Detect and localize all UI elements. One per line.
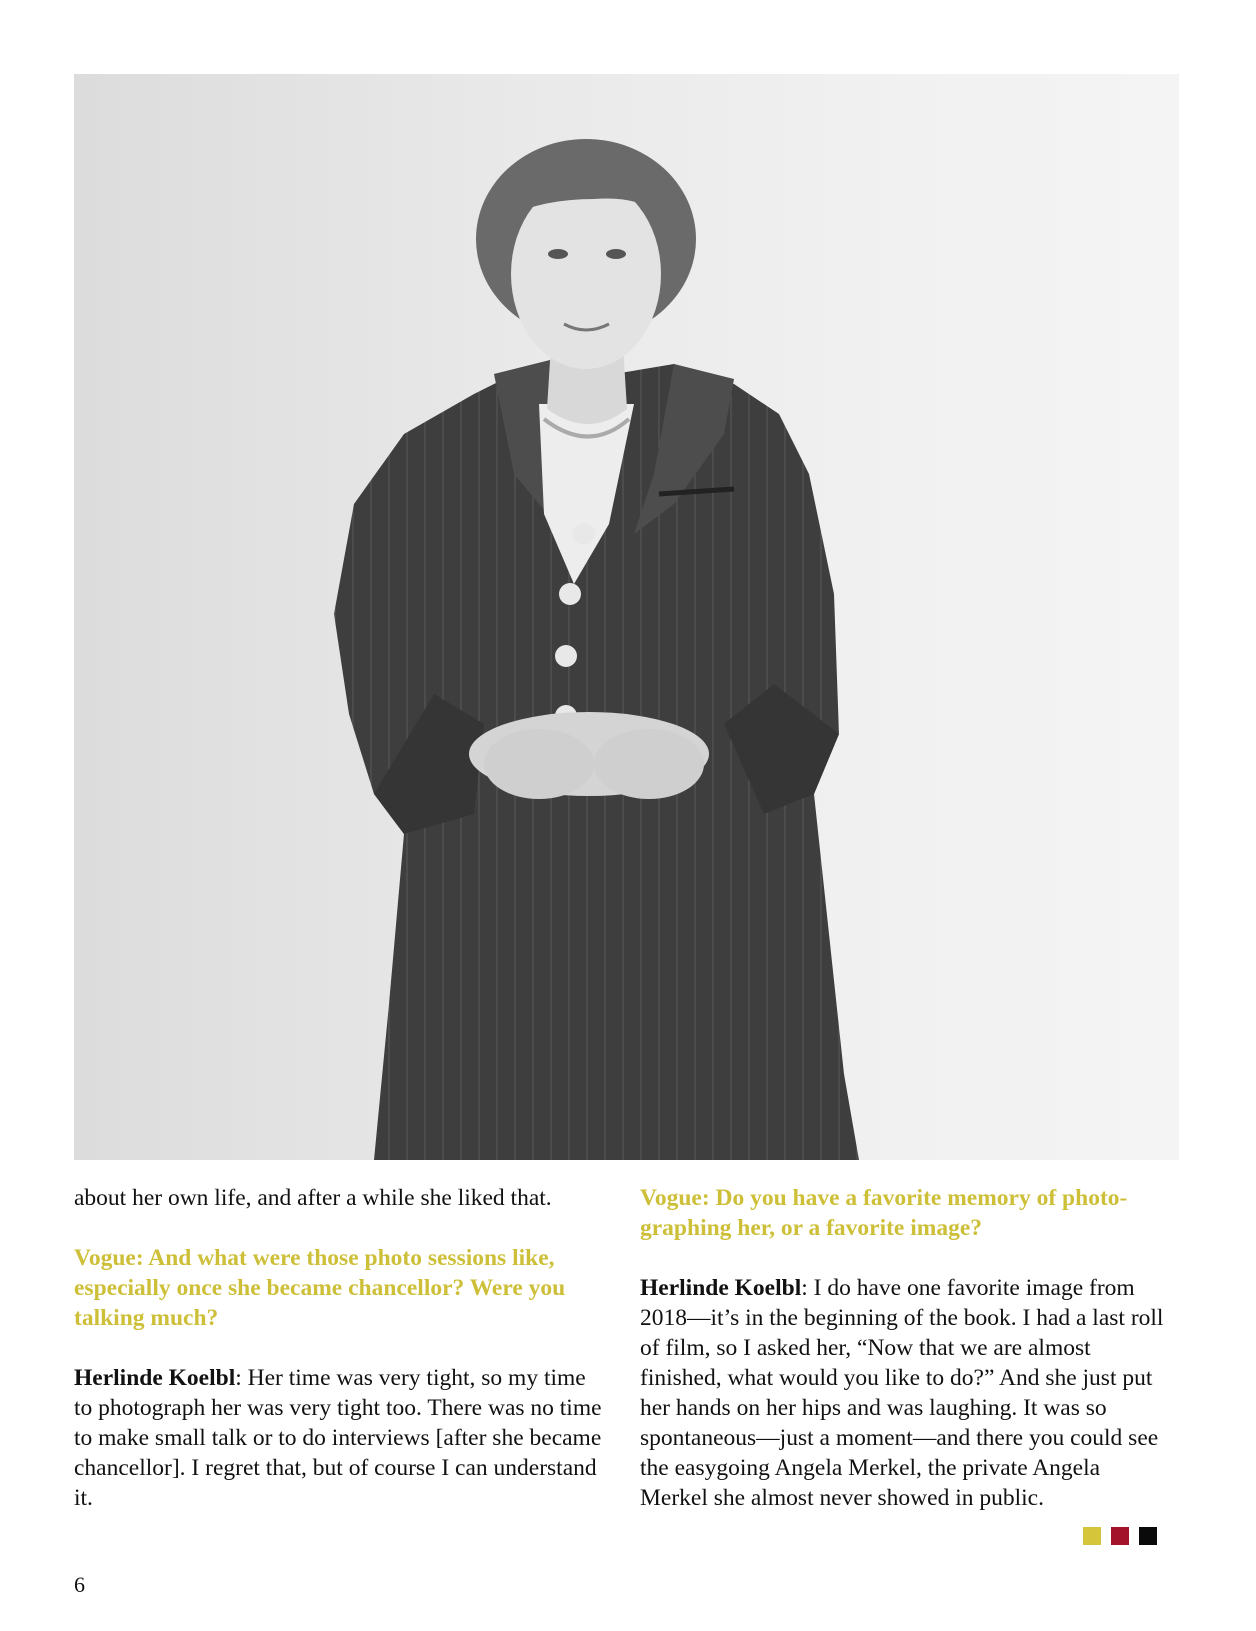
right-column <box>640 1183 1170 1543</box>
end-mark-black <box>1139 1527 1157 1545</box>
portrait-illustration <box>74 74 1179 1160</box>
speaker-name: Herlinde Koelbl <box>640 1275 802 1301</box>
answer-paragraph-2 <box>640 1273 1170 1513</box>
answer-paragraph-1 <box>74 1363 604 1513</box>
answer-text: : Her time was very tight, so my time to photograph her was very tight too. There was no time to make small talk or to do interviews [after she became chancellor]. I regret that, but of course I can understand it. <box>74 1365 602 1511</box>
end-mark-red <box>1111 1527 1129 1545</box>
answer-text: : I do have one favorite image from 2018—it’s in the beginning of the book. I had a last roll of film, so I asked her, “Now that we are almost finished, what would you like to do?” And she just put her hands on her hips and was laughing. It was so spontaneous—just a moment—and there you could see the easygoing Angela Merkel, the private Angela Merkel she almost never showed in public. <box>640 1275 1164 1511</box>
left-column <box>74 1183 604 1543</box>
portrait-photo <box>74 74 1179 1160</box>
interview-question-1: Vogue: And what were those photo sessions like, especially once she became chancellor? Were you talking much? <box>74 1245 566 1331</box>
face <box>511 179 661 369</box>
speaker-name: Herlinde Koelbl <box>74 1365 236 1391</box>
interview-question-2: Vogue: Do you have a favorite memory of photographing her, or a favorite image? <box>640 1185 1128 1241</box>
intro-paragraph: about her own life, and after a while she liked that. <box>74 1185 552 1211</box>
page-number: 6 <box>74 1572 85 1597</box>
end-mark-yellow <box>1083 1527 1101 1545</box>
